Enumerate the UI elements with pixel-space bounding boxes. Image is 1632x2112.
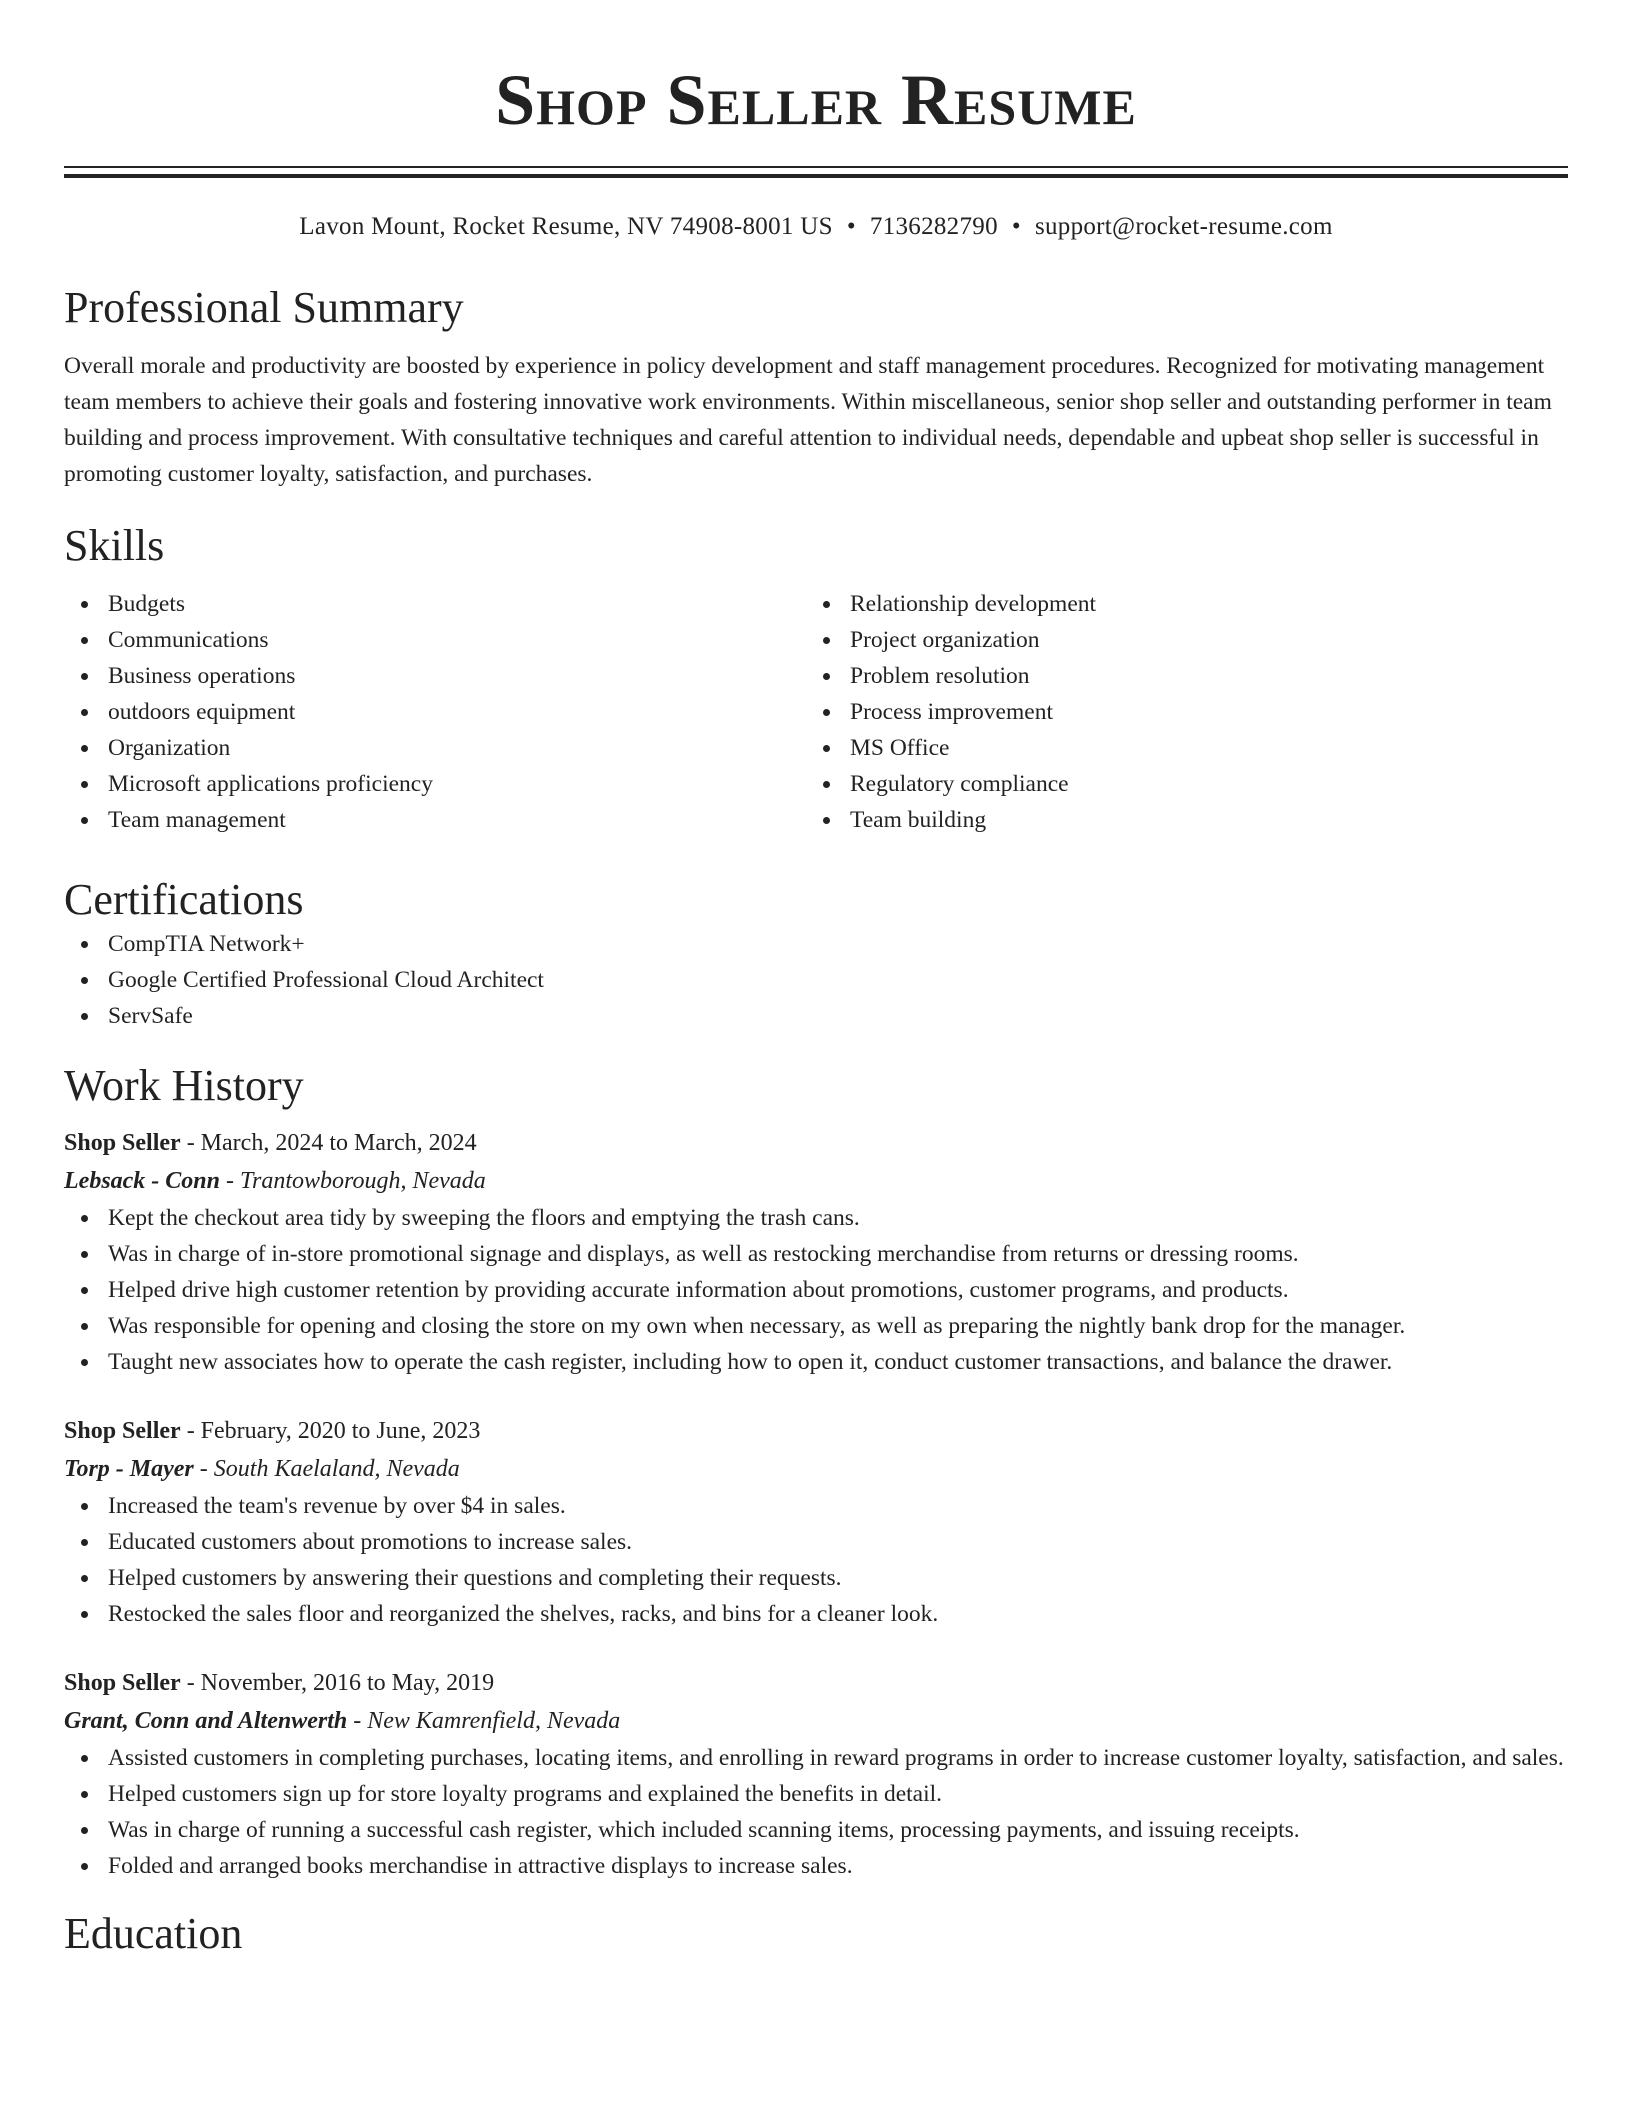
skills-heading: Skills: [64, 521, 165, 570]
job-bullet: Helped drive high customer retention by providing accurate information about promotions, customer programs, and products.: [64, 1272, 1568, 1308]
work-history-heading: Work History: [64, 1061, 304, 1110]
contact-email: support@rocket-resume.com: [1034, 213, 1333, 240]
certification-item: Google Certified Professional Cloud Architect: [64, 962, 1568, 998]
job-location: - Trantowborough, Nevada: [220, 1168, 486, 1194]
job-dates: - February, 2020 to June, 2023: [180, 1418, 481, 1444]
title-divider-thick: [64, 174, 1568, 178]
job-entry: [64, 1664, 1568, 1884]
contact-address: Lavon Mount, Rocket Resume, NV 74908-8001 US: [299, 213, 833, 240]
skill-item: Team management: [64, 802, 806, 838]
job-company-line: [64, 1162, 1568, 1200]
skill-item: Problem resolution: [806, 658, 1548, 694]
skill-item: Regulatory compliance: [806, 766, 1548, 802]
job-company: Torp - Mayer: [64, 1456, 194, 1482]
skills-grid: [64, 586, 1568, 838]
job-company-line: [64, 1702, 1568, 1740]
job-bullet: Restocked the sales floor and reorganized the shelves, racks, and bins for a cleaner look.: [64, 1596, 1568, 1632]
job-bullet: Kept the checkout area tidy by sweeping the floors and emptying the trash cans.: [64, 1200, 1568, 1236]
resume-title: Shop Seller Resume: [495, 60, 1137, 140]
job-bullet: Increased the team's revenue by over $4 in sales.: [64, 1488, 1568, 1524]
job-title: Shop Seller: [64, 1670, 181, 1696]
job-bullets: [64, 1488, 1568, 1632]
skills-column-right: [806, 586, 1548, 838]
job-bullet: Helped customers by answering their questions and completing their requests.: [64, 1560, 1568, 1596]
job-bullet: Helped customers sign up for store loyalty programs and explained the benefits in detail.: [64, 1776, 1568, 1812]
skill-item: Business operations: [64, 658, 806, 694]
job-title-line: [64, 1124, 1568, 1162]
job-bullets: [64, 1740, 1568, 1884]
skills-list-left: [64, 586, 806, 838]
education-heading: Education: [64, 1909, 243, 1958]
job-bullet: Taught new associates how to operate the cash register, including how to open it, conduct customer transactions, and balance the drawer.: [64, 1344, 1568, 1380]
certification-item: CompTIA Network+: [64, 926, 1568, 962]
skills-column-left: [64, 586, 806, 838]
skill-item: Communications: [64, 622, 806, 658]
contact-phone: 7136282790: [869, 213, 998, 240]
job-location: - South Kaelaland, Nevada: [193, 1456, 460, 1482]
job-title-line: [64, 1412, 1568, 1450]
certification-item: ServSafe: [64, 998, 1568, 1034]
job-bullets: [64, 1200, 1568, 1380]
skill-item: Project organization: [806, 622, 1548, 658]
skill-item: Relationship development: [806, 586, 1548, 622]
job-bullet: Educated customers about promotions to increase sales.: [64, 1524, 1568, 1560]
contact-separator: •: [1011, 213, 1021, 240]
job-company: Lebsack - Conn: [64, 1168, 220, 1194]
summary-text: Overall morale and productivity are boosted by experience in policy development and staff management procedures. Recognized for motivating management team members to achieve their goals and fostering innovative work environments. Within miscellaneous, senior shop seller and outstanding performer in team building and process improvement. With consultative techniques and careful attention to individual needs, dependable and upbeat shop seller is successful in promoting customer loyalty, satisfaction, and purchases.: [64, 353, 1552, 487]
skill-item: MS Office: [806, 730, 1548, 766]
contact-line: [64, 212, 1568, 242]
skill-item: Budgets: [64, 586, 806, 622]
title-divider-thin: [64, 166, 1568, 168]
job-entry: [64, 1412, 1568, 1632]
job-company-line: [64, 1450, 1568, 1488]
job-bullet: Was in charge of running a successful cash register, which included scanning items, processing payments, and issuing receipts.: [64, 1812, 1568, 1848]
job-bullet: Was responsible for opening and closing the store on my own when necessary, as well as preparing the nightly bank drop for the manager.: [64, 1308, 1568, 1344]
skill-item: Microsoft applications proficiency: [64, 766, 806, 802]
skill-item: Process improvement: [806, 694, 1548, 730]
job-title-line: [64, 1664, 1568, 1702]
job-dates: - November, 2016 to May, 2019: [180, 1670, 495, 1696]
job-entry: [64, 1124, 1568, 1380]
job-location: - New Kamrenfield, Nevada: [347, 1708, 621, 1734]
summary-heading: Professional Summary: [64, 283, 464, 332]
job-bullet: Assisted customers in completing purchases, locating items, and enrolling in reward programs in order to increase customer loyalty, satisfaction, and sales.: [64, 1740, 1568, 1776]
certifications-list: [64, 926, 1568, 1034]
job-title: Shop Seller: [64, 1130, 181, 1156]
job-bullet: Was in charge of in-store promotional signage and displays, as well as restocking merchandise from returns or dressing rooms.: [64, 1236, 1568, 1272]
certifications-heading: Certifications: [64, 875, 304, 924]
job-title: Shop Seller: [64, 1418, 181, 1444]
contact-separator: •: [846, 213, 856, 240]
job-company: Grant, Conn and Altenwerth: [64, 1708, 348, 1734]
skill-item: Team building: [806, 802, 1548, 838]
job-dates: - March, 2024 to March, 2024: [180, 1130, 477, 1156]
skill-item: outdoors equipment: [64, 694, 806, 730]
skill-item: Organization: [64, 730, 806, 766]
job-bullet: Folded and arranged books merchandise in attractive displays to increase sales.: [64, 1848, 1568, 1884]
skills-list-right: [806, 586, 1548, 838]
